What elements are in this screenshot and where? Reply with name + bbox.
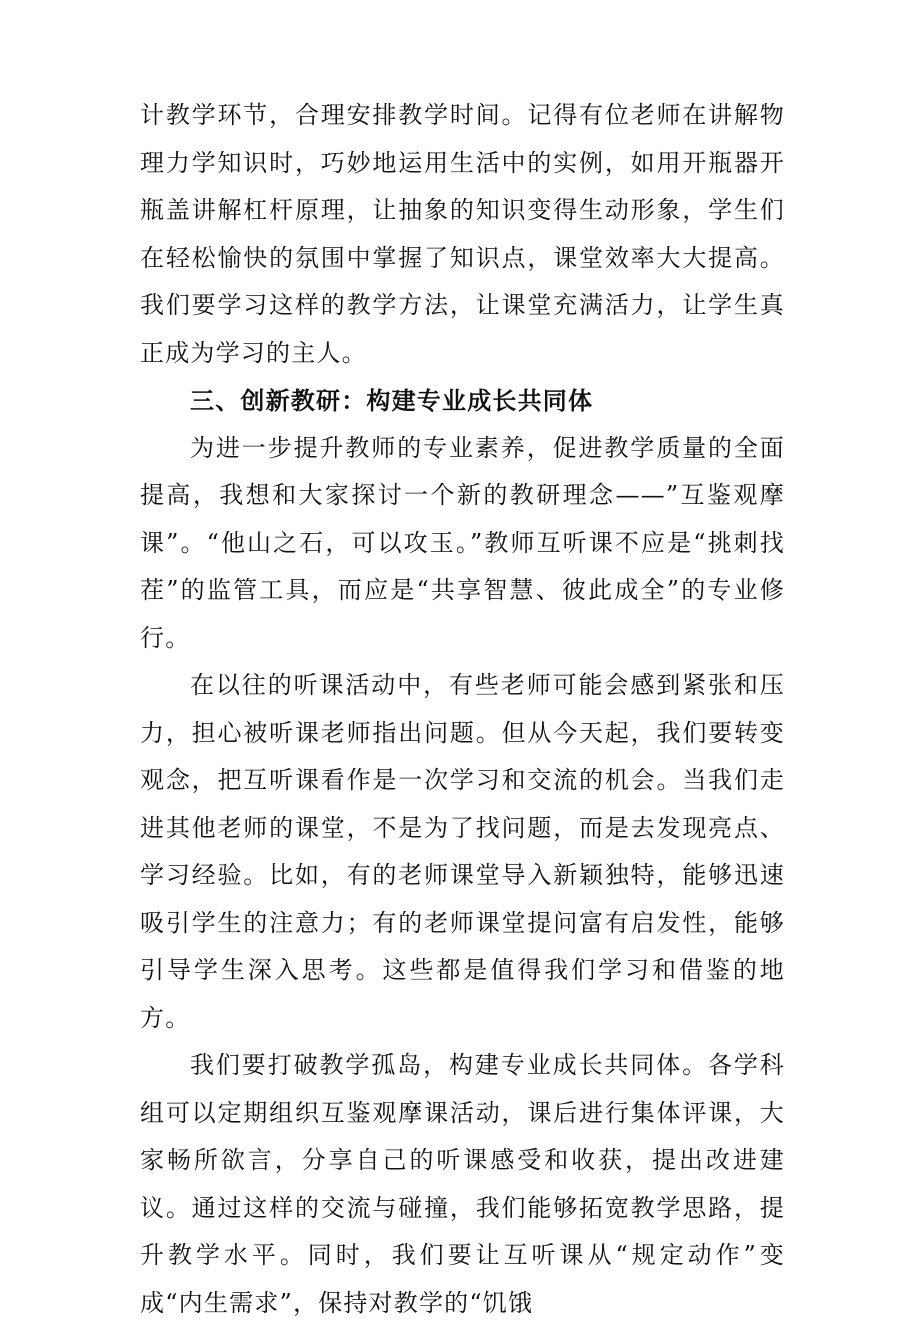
- document-page: [140, 92, 785, 1327]
- paragraph: 我们要打破教学孤岛，构建专业成长共同体。各学科组可以定期组织互鉴观摩课活动，课后进行集体评课，大家畅所欲言，分享自己的听课感受和收获，提出改进建议。通过这样的交流与碰撞，我们能够拓宽教学思路，提升教学水平。同时，我们要让互听课从“规定动作”变成“内生需求”，保持对教学的“饥饿: [140, 1051, 785, 1317]
- paragraph-continued: 计教学环节，合理安排教学时间。记得有位老师在讲解物理力学知识时，巧妙地运用生活中的实例，如用开瓶器开瓶盖讲解杠杆原理，让抽象的知识变得生动形象，学生们在轻松愉快的氛围中掌握了知识点，课堂效率大大提高。我们要学习这样的教学方法，让课堂充满活力，让学生真正成为学习的主人。: [140, 101, 785, 367]
- paragraph: 在以往的听课活动中，有些老师可能会感到紧张和压力，担心被听课老师指出问题。但从今天起，我们要转变观念，把互听课看作是一次学习和交流的机会。当我们走进其他老师的课堂，不是为了找问题，而是去发现亮点、学习经验。比如，有的老师课堂导入新颖独特，能够迅速吸引学生的注意力；有的老师课堂提问富有启发性，能够引导学生深入思考。这些都是值得我们学习和借鉴的地方。: [140, 671, 785, 1032]
- section-heading: 三、创新教研：构建专业成长共同体: [190, 386, 594, 415]
- paragraph: 为进一步提升教师的专业素养，促进教学质量的全面提高，我想和大家探讨一个新的教研理念——”互鉴观摩课”。“他山之石，可以攻玉。”教师互听课不应是“挑刺找茬”的监管工具，而应是“共享智慧、彼此成全”的专业修行。: [140, 433, 785, 652]
